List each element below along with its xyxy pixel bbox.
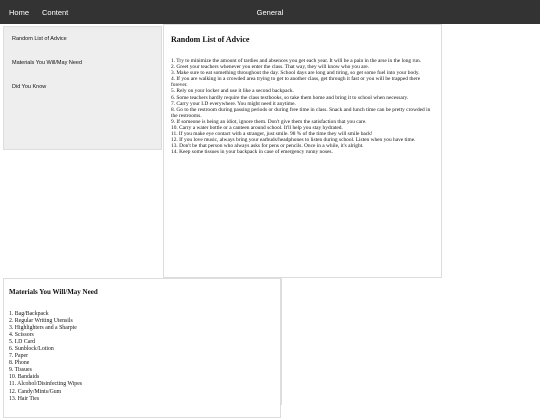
sidebar-item-did-you-know[interactable]: Did You Know — [12, 84, 47, 90]
list-item: 11. If you make eye contact with a stranger, just smile. 98 % of the time they will smile back! — [171, 131, 373, 138]
list-item: 9. Tissues — [9, 367, 32, 374]
sidebar — [3, 26, 162, 150]
list-item: 1. Try to minimize the amount of tardies and absences you get each year. It will be a pain in the arse in the long run. — [171, 58, 422, 64]
list-item: 5. I.D Card — [9, 339, 36, 346]
advice-heading: Random List of Advice — [171, 35, 250, 44]
list-item: 9. If someone is being an idiot, ignore them. Don't give them the satisfaction that you care. — [171, 118, 367, 125]
list-item: 2. Regular Writing Utensils — [9, 318, 73, 325]
advice-list — [171, 58, 438, 156]
nav-content-link[interactable]: Content — [42, 8, 69, 17]
list-item: 5. Rely on your locker and use it like a second backpack. — [171, 88, 294, 95]
list-item: 13. Hair Ties — [9, 395, 40, 402]
advice-panel — [163, 24, 442, 278]
list-item: 6. Sunblock/Lotion — [9, 346, 54, 353]
list-item: 2. Greet your teachers whenever you enter the class. That way, they will know who you are. — [171, 64, 370, 71]
list-item: 12. Candy/Mints/Gum — [9, 388, 62, 395]
panel-divider — [281, 278, 282, 405]
list-item: 1. Bag/Backpack — [9, 311, 49, 317]
list-item: 3. Make sure to eat something throughout the day. School days are long and tiring, so get some fuel into your body. — [171, 70, 420, 77]
nav-home-link[interactable]: Home — [9, 8, 30, 17]
materials-heading: Materials You Will/May Need — [9, 288, 98, 296]
list-item: 13. Don't be that person who always asks for pens or pencils. Once in a while, it's alright. — [171, 143, 364, 150]
list-item: 12. If you love music, always bring your earbuds/headphones to listen during school. Listen when you have time. — [171, 137, 416, 144]
list-item: 10. Bandaids — [9, 374, 40, 381]
list-item: 4. Scissors — [9, 332, 34, 339]
list-item: 10. Carry a water bottle or a canteen around school. It'll help you stay hydrated. — [171, 125, 343, 132]
list-item: 8. Go to the restroom during passing periods or during free time in class. Snack and lunch time can be pretty crowded in the restrooms. — [171, 106, 431, 119]
materials-list — [9, 311, 82, 403]
list-item: 8. Phone — [9, 360, 30, 367]
list-item: 6. Some teachers hardly require the class textbooks, so take them home and bring it to school when necessary. — [171, 94, 409, 101]
top-navigation-bar — [0, 0, 540, 24]
list-item: 7. Paper — [9, 353, 28, 360]
list-item: 3. Highlighters and a Sharpie — [9, 325, 77, 332]
page-title: General — [256, 8, 284, 17]
sidebar-item-random-list-of-advice[interactable]: Random List of Advice — [12, 36, 67, 42]
list-item: 11. Alcohol/Disinfecting Wipes — [9, 381, 83, 388]
list-item: 14. Keep some tissues in your backpack in case of emergency runny noses. — [171, 149, 333, 156]
list-item: 7. Carry your I.D everywhere. You might need it anytime. — [171, 100, 296, 107]
materials-panel — [3, 278, 281, 418]
sidebar-item-materials[interactable]: Materials You Will/May Need — [12, 60, 83, 66]
list-item: 4. If you are walking in a crowded area trying to get to another class, get through it fast or you will be trapped there forever. — [171, 76, 421, 89]
